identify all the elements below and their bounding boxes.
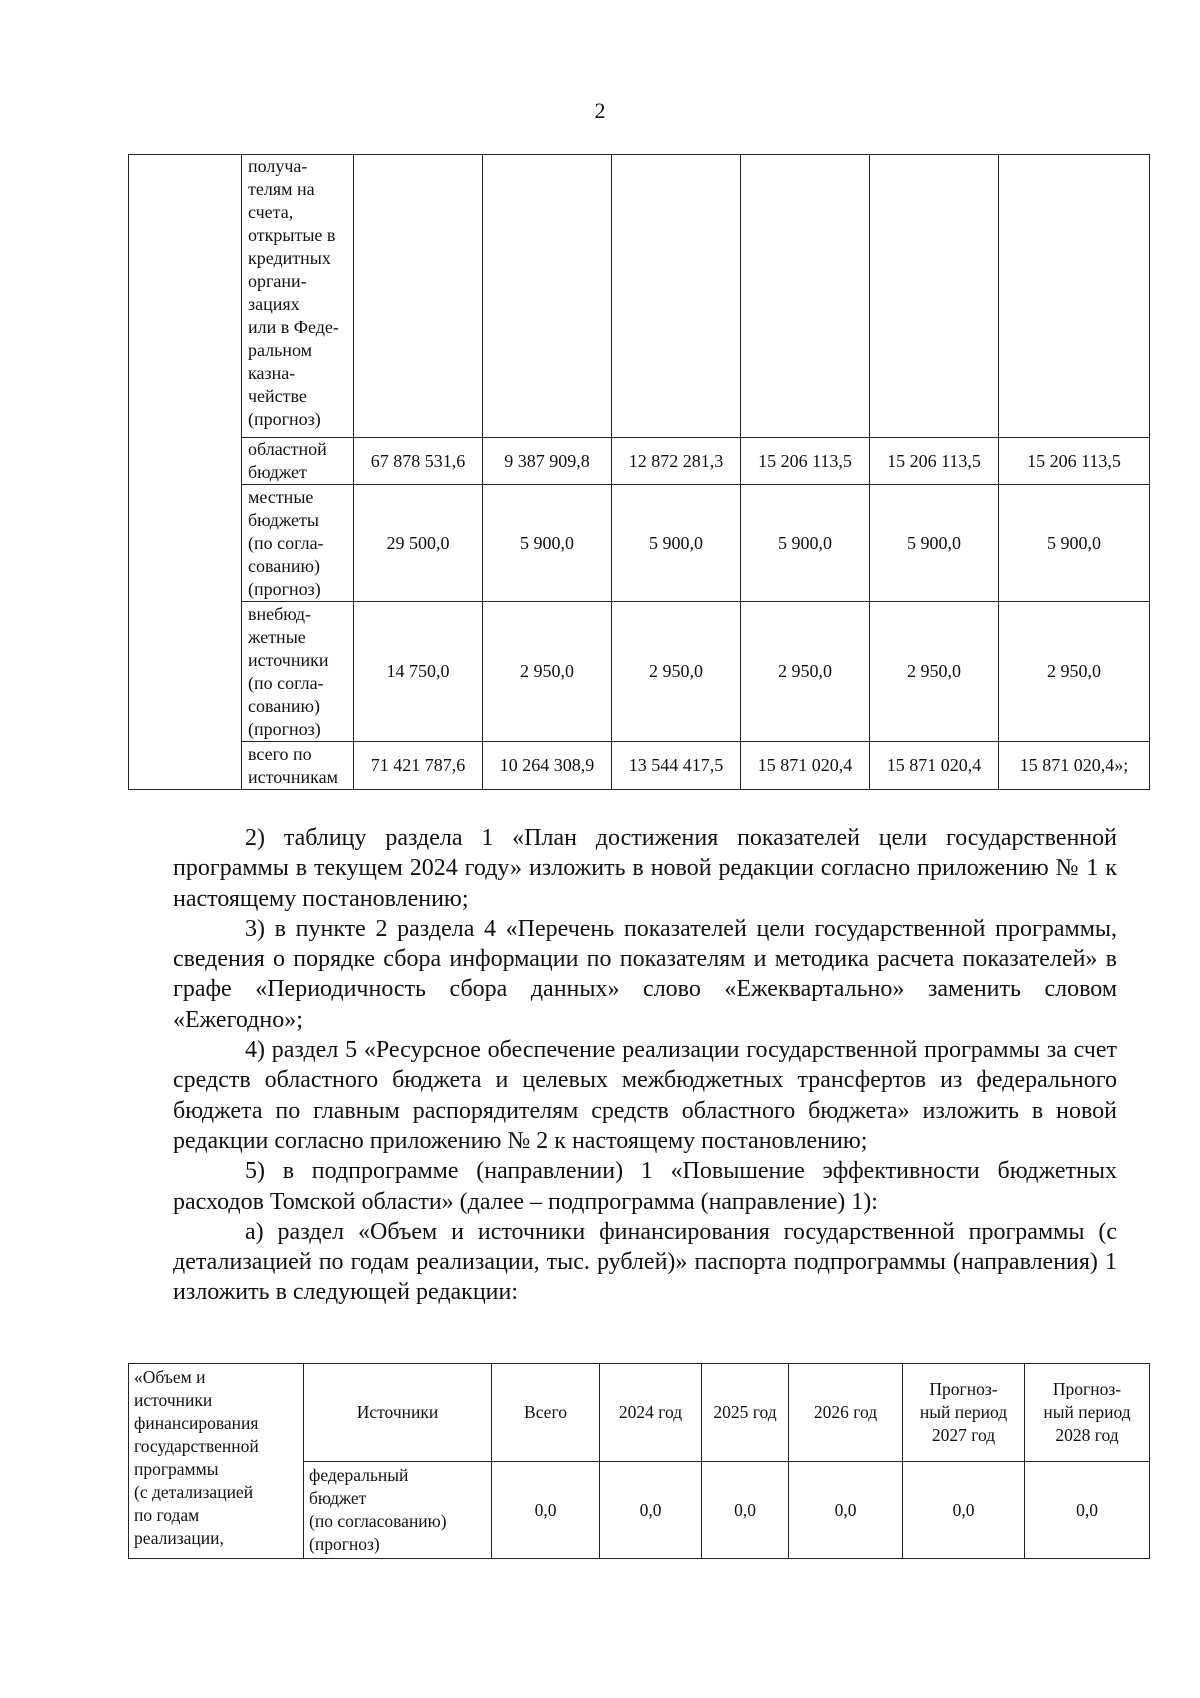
value-cell: 0,0 [789,1462,903,1559]
value-cell: 2 950,0 [870,602,999,742]
table-row [129,485,1150,602]
value-cell: 67 878 531,6 [354,438,483,485]
value-cell: 29 500,0 [354,485,483,602]
table-row [129,602,1150,742]
table-row [129,438,1150,485]
source-local-budgets: местные бюджеты (по согла- сованию) (прогноз) [242,485,354,602]
value-cell: 0,0 [492,1462,600,1559]
value-cell: 2 950,0 [483,602,612,742]
header-total: Всего [492,1364,600,1462]
value-cell: 15 871 020,4 [741,742,870,790]
header-2026: 2026 год [789,1364,903,1462]
value-cell [483,155,612,438]
source-regional-budget: областной бюджет [242,438,354,485]
value-cell: 14 750,0 [354,602,483,742]
funding-volume-label: «Объем и источники финансирования государственной программы (с детализацией по годам реализации, [134,1367,259,1548]
paragraph-3: 3) в пункте 2 раздела 4 «Перечень показателей цели государственной программы, сведения о порядке сбора информации по показателям и методика расчета показателей» в графе «Периодичность сбора данных» слово «Ежеквартально» заменить словом «Ежегодно»; [173,915,1117,1033]
amendment-text [173,823,1117,1308]
empty-label-cell [129,155,242,790]
value-cell: 15 206 113,5 [999,438,1150,485]
funding-volume-label-cell [129,1364,304,1559]
value-cell [612,155,741,438]
table-row [129,155,1150,438]
subprogram-funding-table [128,1363,1150,1559]
value-cell: 5 900,0 [483,485,612,602]
value-cell: 13 544 417,5 [612,742,741,790]
table-row [129,742,1150,790]
value-cell: 15 206 113,5 [870,438,999,485]
value-cell: 0,0 [600,1462,702,1559]
value-cell: 0,0 [903,1462,1025,1559]
value-cell: 5 900,0 [870,485,999,602]
value-cell: 15 871 020,4 [870,742,999,790]
page-number: 2 [594,98,606,123]
source-recipients-accounts: получа- телям на счета, открытые в кредитных органи- зациях или в Феде- ральном казна- чействе (прогноз) [242,155,354,438]
value-cell: 15 206 113,5 [741,438,870,485]
value-cell [354,155,483,438]
value-cell: 12 872 281,3 [612,438,741,485]
paragraph-2: 2) таблицу раздела 1 «План достижения показателей цели государственной программы в текущем 2024 году» изложить в новой редакции согласно приложению № 1 к настоящему постановлению; [173,825,1117,912]
paragraph-4: 4) раздел 5 «Ресурсное обеспечение реализации государственной программы за счет средств областного бюджета и целевых межбюджетных трансфертов из федерального бюджета по главным распорядителям средств областного бюджета» изложить в новой редакции согласно приложению № 2 к настоящему постановлению; [173,1037,1117,1154]
header-2024: 2024 год [600,1364,702,1462]
paragraph-5: 5) в подпрограмме (направлении) 1 «Повышение эффективности бюджетных расходов Томской области» (далее – подпрограмма (направление) 1): [173,1158,1117,1215]
value-cell: 5 900,0 [612,485,741,602]
value-cell: 2 950,0 [741,602,870,742]
value-cell [870,155,999,438]
value-cell: 5 900,0 [999,485,1150,602]
header-2027: Прогноз- ный период 2027 год [903,1364,1025,1462]
header-2028: Прогноз- ный период 2028 год [1025,1364,1150,1462]
funding-sources-table [128,154,1150,790]
value-cell: 5 900,0 [741,485,870,602]
value-cell [999,155,1150,438]
value-cell: 0,0 [702,1462,789,1559]
source-total: всего по источникам [242,742,354,790]
source-extrabudgetary: внебюд- жетные источники (по согла- сованию) (прогноз) [242,602,354,742]
header-2025: 2025 год [702,1364,789,1462]
value-cell: 2 950,0 [999,602,1150,742]
value-cell: 71 421 787,6 [354,742,483,790]
value-cell: 0,0 [1025,1462,1150,1559]
value-cell: 2 950,0 [612,602,741,742]
value-cell: 9 387 909,8 [483,438,612,485]
value-cell: 10 264 308,9 [483,742,612,790]
paragraph-5a: а) раздел «Объем и источники финансирования государственной программы (с детализацией по годам реализации, тыс. рублей)» паспорта подпрограммы (направления) 1 изложить в следующей редакции: [173,1218,1117,1306]
header-sources: Источники [304,1364,492,1462]
source-federal-budget: федеральный бюджет (по согласованию) (прогноз) [304,1462,492,1559]
value-cell: 15 871 020,4»; [999,742,1150,790]
value-cell [741,155,870,438]
